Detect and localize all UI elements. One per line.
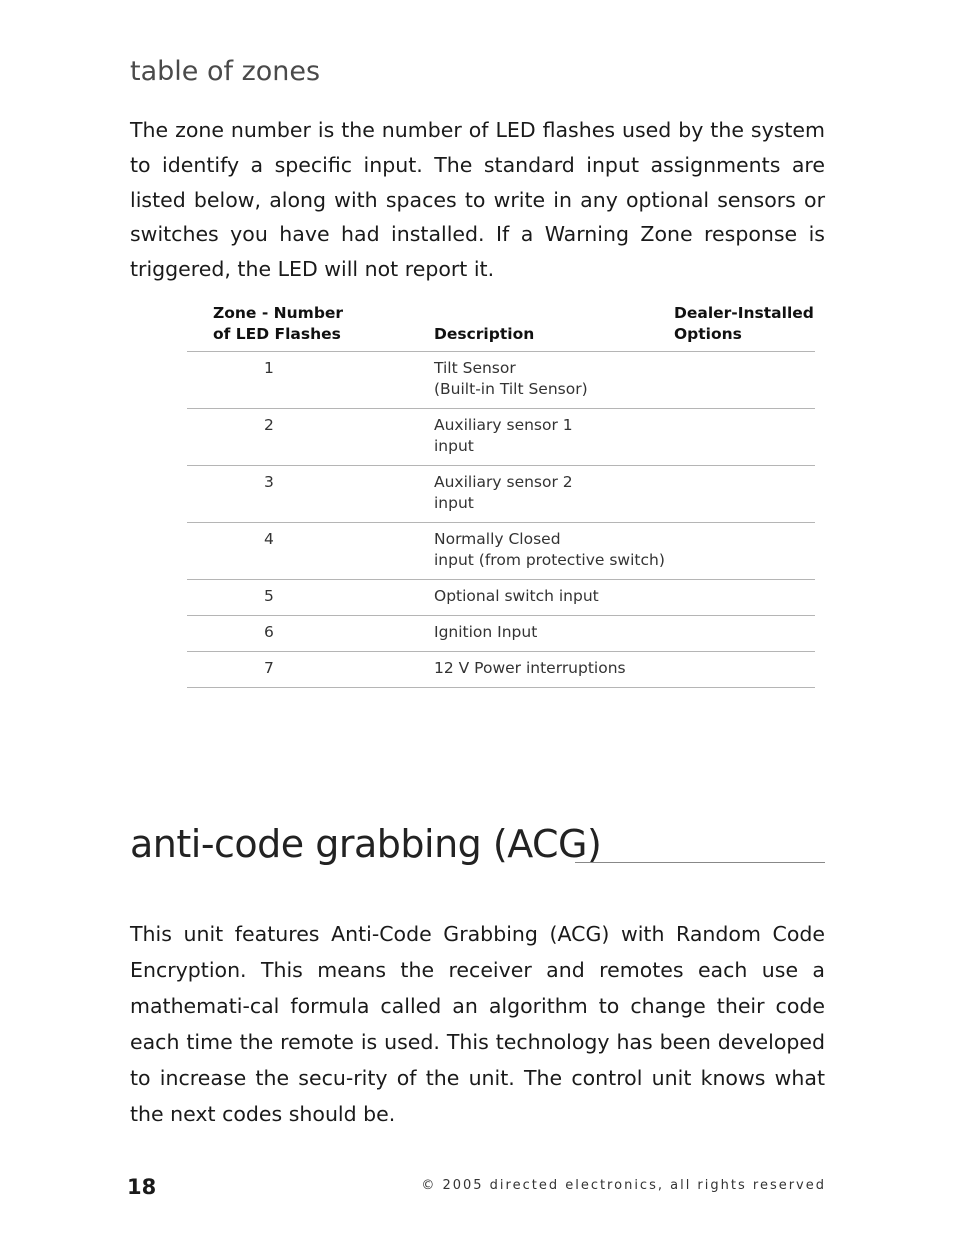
intro-paragraph: The zone number is the number of LED flashes used by the system to identify a specific input. The standard input assignments are listed below, along with spaces to write in any optional sensors or switches you have had installed. If a Warning Zone response is triggered, the LED will not report it. <box>130 118 825 282</box>
zone-description <box>434 652 674 688</box>
zone-description <box>434 352 674 409</box>
description-line-1: Ignition Input <box>434 623 538 641</box>
description-line-2: input <box>434 437 474 455</box>
dealer-option-cell <box>674 409 815 466</box>
table-row <box>187 616 815 652</box>
dealer-option-cell <box>674 523 815 580</box>
zone-number: 7 <box>187 652 434 688</box>
heading-underline-rule <box>575 862 825 863</box>
acg-paragraph: This unit features Anti-Code Grabbing (ACG) with Random Code Encryption. This means the receiver and remotes each use a mathemati-cal formula called an algorithm to change their code each time the remote is used. This technology has been developed to increase the secu-rity of the unit. The control unit knows what the next codes should be. <box>130 922 825 1126</box>
table-row <box>187 466 815 523</box>
description-line-2: input <box>434 494 474 512</box>
zone-description <box>434 616 674 652</box>
table-row <box>187 352 815 409</box>
table-row <box>187 580 815 616</box>
description-line-1: Auxiliary sensor 2 <box>434 473 573 491</box>
description-line-2: (Built-in Tilt Sensor) <box>434 380 588 398</box>
zone-description <box>434 409 674 466</box>
zone-description <box>434 523 674 580</box>
table-row <box>187 523 815 580</box>
dealer-option-cell <box>674 580 815 616</box>
zone-table <box>187 303 815 688</box>
zone-header-line-1: Zone - Number <box>213 304 344 322</box>
table-row <box>187 652 815 688</box>
dealer-option-cell <box>674 466 815 523</box>
zone-number: 4 <box>187 523 434 580</box>
acg-heading: anti-code grabbing (ACG) <box>130 822 602 866</box>
zone-description <box>434 466 674 523</box>
description-line-1: Optional switch input <box>434 587 599 605</box>
options-header-line-2: Options <box>674 325 742 343</box>
section-heading: table of zones <box>130 56 321 87</box>
zone-number: 3 <box>187 466 434 523</box>
description-header: Description <box>434 325 535 343</box>
dealer-option-cell <box>674 652 815 688</box>
description-line-2: input (from protective switch) <box>434 551 665 569</box>
zone-description <box>434 580 674 616</box>
description-line-1: Tilt Sensor <box>434 359 516 377</box>
options-header-line-1: Dealer-Installed <box>674 304 814 322</box>
options-column-header <box>674 303 815 352</box>
dealer-option-cell <box>674 616 815 652</box>
description-line-1: Auxiliary sensor 1 <box>434 416 573 434</box>
table-row <box>187 409 815 466</box>
zone-number: 6 <box>187 616 434 652</box>
zone-table-header-row <box>187 303 815 352</box>
zone-number: 2 <box>187 409 434 466</box>
dealer-option-cell <box>674 352 815 409</box>
zone-column-header <box>187 303 434 352</box>
page-number: 18 <box>127 1175 157 1199</box>
zone-header-line-2: of LED Flashes <box>213 325 341 343</box>
description-column-header <box>434 303 674 352</box>
description-line-1: Normally Closed <box>434 530 561 548</box>
zone-number: 5 <box>187 580 434 616</box>
copyright-notice: © 2005 directed electronics, all rights reserved <box>421 1178 826 1193</box>
zone-number: 1 <box>187 352 434 409</box>
description-line-1: 12 V Power interruptions <box>434 659 626 677</box>
